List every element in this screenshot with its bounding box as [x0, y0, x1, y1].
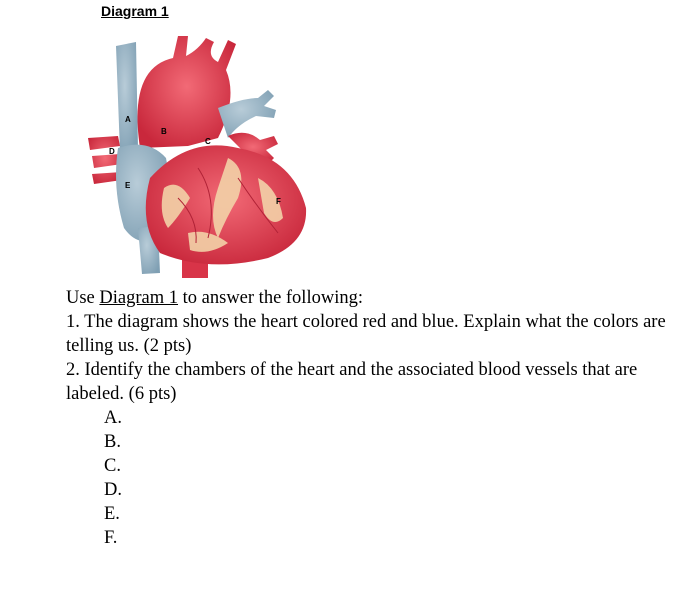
question-1: 1. The diagram shows the heart colored red and blue. Explain what the colors are telling us. (2 pts): [66, 312, 666, 356]
instructions-line: [66, 286, 686, 310]
superior-vena-cava-shape: [116, 42, 138, 152]
diagram-title: Diagram 1: [101, 3, 169, 19]
diagram-reference: Diagram 1: [99, 288, 179, 308]
answer-list: [66, 406, 686, 550]
heart-diagram: [78, 28, 338, 283]
answer-d: D.: [104, 480, 122, 500]
aorta-shape: [137, 36, 236, 148]
answer-e: E.: [104, 504, 120, 524]
label-e: E: [125, 181, 131, 190]
label-d: D: [109, 147, 115, 156]
label-f: F: [276, 197, 281, 206]
label-b: B: [161, 127, 167, 136]
instructions-prefix: Use: [66, 288, 100, 308]
answer-b: B.: [104, 432, 121, 452]
instructions-suffix: to answer the following:: [178, 288, 363, 308]
answer-f: F.: [104, 528, 118, 548]
answer-c: C.: [104, 456, 121, 476]
question-block: [66, 286, 686, 550]
label-c: C: [205, 137, 211, 146]
answer-a: A.: [104, 408, 122, 428]
question-2: 2. Identify the chambers of the heart and the associated blood vessels that are labeled. (6 pts): [66, 360, 638, 404]
label-a: A: [125, 115, 131, 124]
